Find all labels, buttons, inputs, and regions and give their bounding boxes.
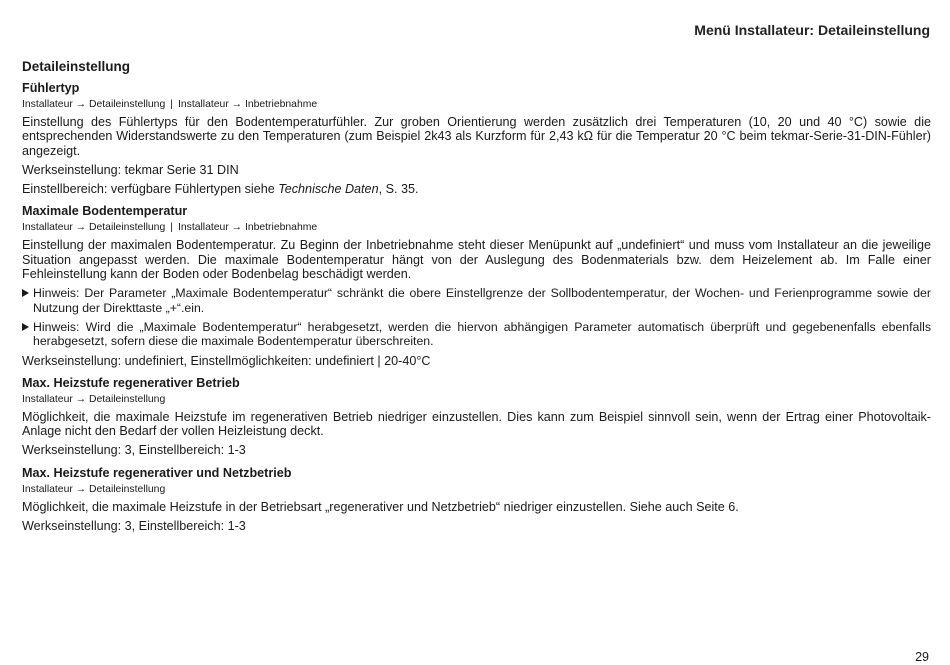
note-item <box>22 286 931 315</box>
document-body <box>22 59 931 538</box>
menu-path-inbetriebnahme: Installateur → Inbetriebnahme <box>177 99 318 110</box>
section-heading: Max. Heizstufe regenerativer und Netzbetrieb <box>22 465 292 480</box>
note-text: Hinweis: Wird die „Maximale Bodentemperatur“ herabgesetzt, werden die hiervon abhängigen Parameter automatisch überprüft und gegebenenfalls ebenfalls herabgesetzt, sofern diese die maximale Bodentemperatur überschreiten. <box>33 319 931 349</box>
factory-setting-text: Werkseinstellung: tekmar Serie 31 DIN <box>22 162 239 177</box>
menu-path-detail: Installateur → Detaileinstellung <box>22 99 166 110</box>
setting-range-text <box>22 182 931 196</box>
factory-setting-text: Werkseinstellung: 3, Einstellbereich: 1-3 <box>22 443 246 458</box>
factory-setting-text: Werkseinstellung: undefiniert, Einstellmöglichkeiten: undefiniert | 20-40°C <box>22 353 431 368</box>
page-header-title: Menü Installateur: Detaileinstellung <box>694 22 930 38</box>
note-text: Hinweis: Der Parameter „Maximale Bodentemperatur“ schränkt die obere Einstellgrenze der Sollbodentemperatur, der Wochen- und Ferienprogramme sowie der Nutzung der Direkttaste „+“.ein. <box>33 286 931 315</box>
section-heading: Fühlertyp <box>22 81 80 95</box>
menu-path-detail: Installateur → Detaileinstellung <box>22 393 166 405</box>
description-text: Möglichkeit, die maximale Heizstufe im regenerativen Betrieb niedriger einzustellen. Dies kann zum Beispiel sinnvoll sein, wenn der Ertrag einer Photovoltaik-Anlage nicht den Bedarf der vollen Heizleistung deckt. <box>22 409 931 439</box>
menu-path <box>22 393 931 407</box>
menu-path-separator: | <box>170 222 173 234</box>
menu-path-detail: Installateur → Detaileinstellung <box>22 483 166 495</box>
menu-path-inbetriebnahme: Installateur → Inbetriebnahme <box>177 222 318 234</box>
menu-path-separator: | <box>170 99 173 110</box>
description-text: Einstellung der maximalen Bodentemperatur. Zu Beginn der Inbetriebnahme steht dieser Menüpunkt auf „undefiniert“ und muss vom Installateur an die jeweilige Situation angepasst werden. Die maximale Bodentemperatur hängt von der Auslegung des Bodenmaterials bzw. dem Heizelement ab. Im Falle einer Fehleinstellung kann der Boden oder Bodenbelag beschädigt werden. <box>22 238 931 282</box>
menu-path <box>22 221 931 235</box>
menu-path <box>22 483 931 497</box>
setting-range-suffix: , S. 35. <box>378 182 419 197</box>
page-number: 29 <box>915 650 929 664</box>
setting-range-prefix: Einstellbereich: verfügbare Fühlertypen siehe <box>22 182 279 197</box>
section-heading: Max. Heizstufe regenerativer Betrieb <box>22 375 240 390</box>
description-text: Möglichkeit, die maximale Heizstufe in der Betriebsart „regenerativer und Netzbetrieb“ niedriger einzustellen. Siehe auch Seite 6. <box>22 499 739 514</box>
triangle-bullet-icon <box>22 289 29 297</box>
section-max-heizstufe-netz <box>22 466 931 534</box>
menu-path <box>22 98 931 112</box>
page-title: Detaileinstellung <box>22 59 131 74</box>
description-text: Einstellung des Fühlertyps für den Bodentemperaturfühler. Zur groben Orientierung werden zusätzlich drei Temperaturen (10, 20 und 40 °C) sowie die entsprechenden Widerstandswerte zu den Temperaturen (zum Beispiel 2k43 als Kurzform für 2,43 kΩ für die Temperatur 20 °C beim tekmar-Serie-31-DIN-Fühler) angezeigt. <box>22 115 931 158</box>
factory-setting-text: Werkseinstellung: 3, Einstellbereich: 1-3 <box>22 519 246 534</box>
triangle-bullet-icon <box>22 323 29 331</box>
section-max-bodentemperatur <box>22 204 931 367</box>
section-heading: Maximale Bodentemperatur <box>22 204 188 219</box>
technical-data-reference: Technische Daten <box>278 182 379 197</box>
section-max-heizstufe-regenerativ <box>22 376 931 458</box>
section-fuehlertyp <box>22 81 931 196</box>
note-item <box>22 320 931 349</box>
menu-path-detail: Installateur → Detaileinstellung <box>22 222 166 234</box>
